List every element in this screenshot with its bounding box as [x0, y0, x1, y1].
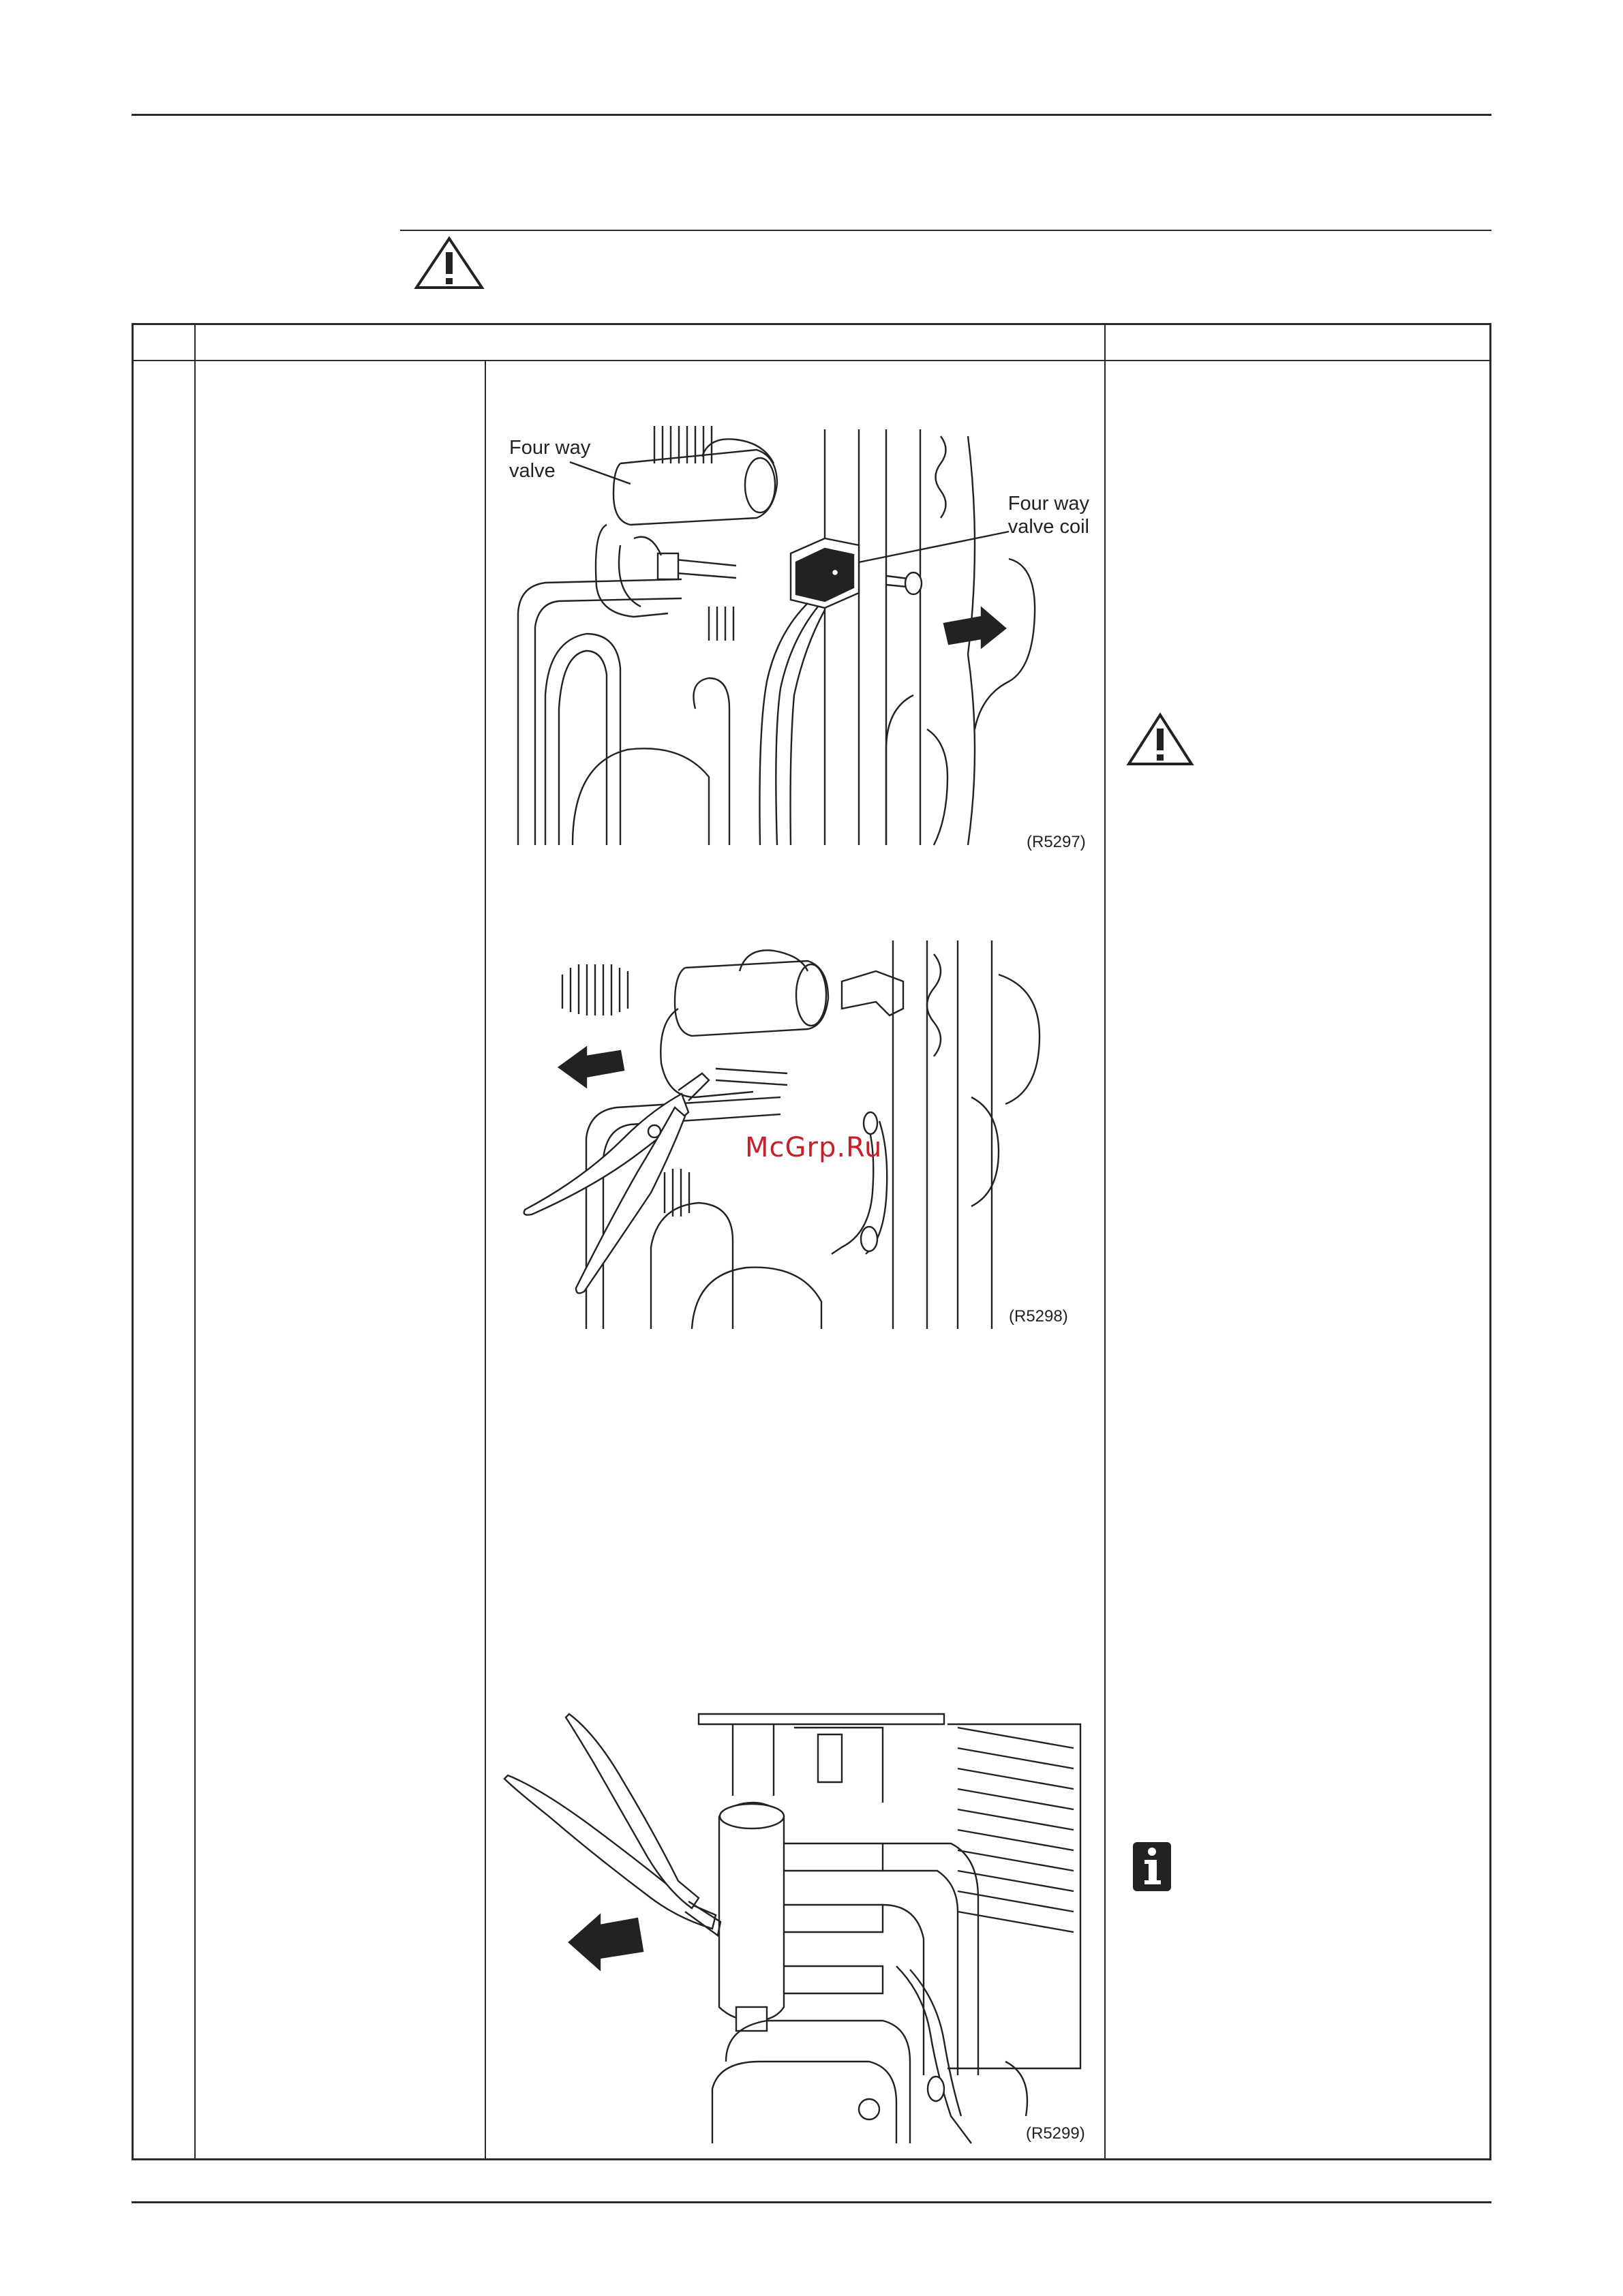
warning-triangle-icon	[1126, 712, 1194, 767]
callout-four-way-valve: Four way valve	[509, 437, 591, 482]
col-step-divider	[194, 323, 196, 2160]
figure-ref: (R5298)	[1009, 1307, 1068, 1326]
figure-3	[501, 1707, 1091, 2143]
table-right	[1489, 323, 1491, 2160]
col-procedure-divider	[485, 360, 486, 2160]
table-bottom	[132, 2158, 1491, 2160]
warning-rule	[400, 230, 1491, 231]
table-top	[132, 323, 1491, 325]
figure-ref: (R5297)	[1027, 833, 1086, 851]
bottom-rule	[132, 2201, 1491, 2203]
table-left	[132, 323, 134, 2160]
table-header-bottom	[132, 360, 1491, 361]
col-remarks-divider	[1104, 323, 1106, 2160]
warning-triangle-icon	[414, 236, 485, 290]
watermark: McGrp.Ru	[745, 1132, 883, 1163]
figure-1	[504, 409, 1091, 859]
info-icon	[1133, 1842, 1171, 1891]
figure-2	[521, 934, 1091, 1336]
callout-four-way-valve-coil: Four way valve coil	[1007, 493, 1089, 538]
top-rule	[132, 114, 1491, 116]
figure-ref: (R5299)	[1026, 2124, 1085, 2143]
